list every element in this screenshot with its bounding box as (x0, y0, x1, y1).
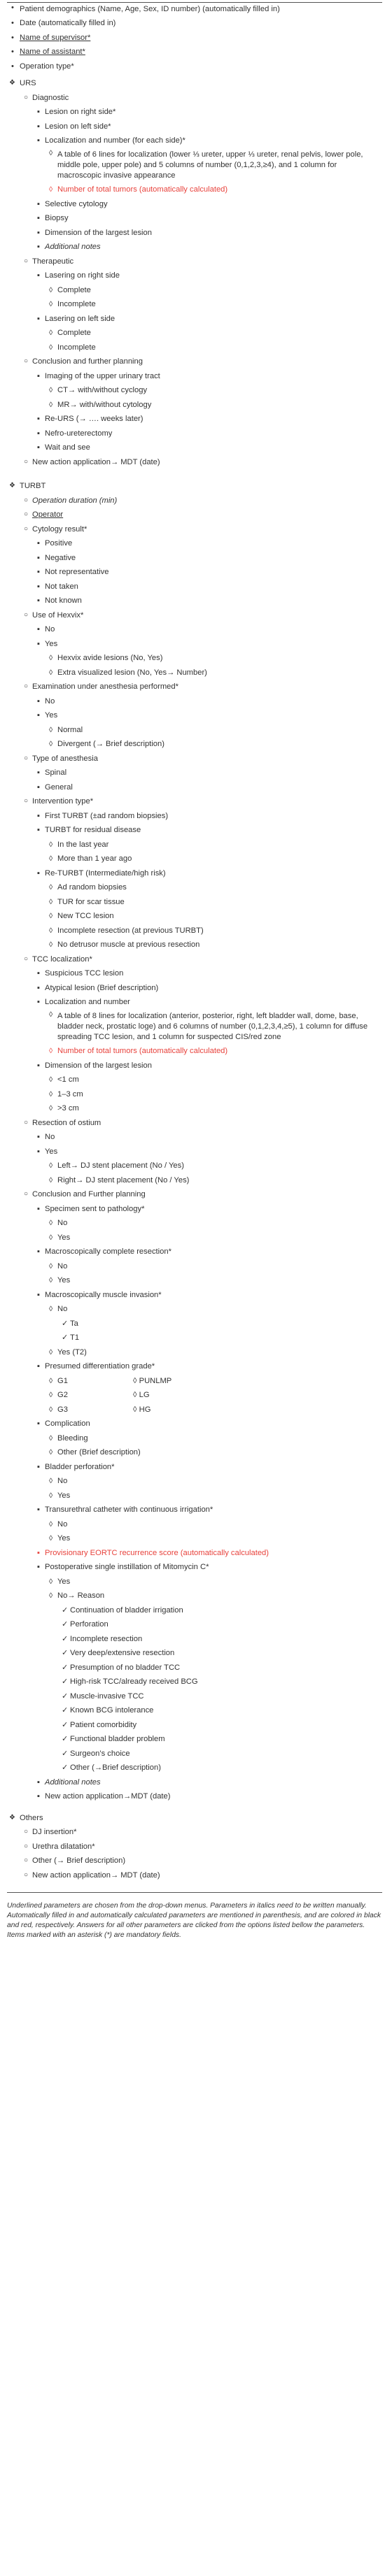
diamond-outline-icon: ◊ (49, 1448, 53, 1457)
option-incomplete[interactable]: ◊ Incomplete (45, 297, 382, 312)
header-fields (7, 3, 382, 73)
option-ta[interactable]: ✓ Ta (57, 1317, 382, 1331)
field-operator[interactable]: ○ Operator (20, 508, 382, 522)
square-bullet-icon: ▪ (37, 199, 40, 208)
circle-icon: ○ (24, 1190, 29, 1198)
option-yes[interactable]: ▪ Yes ◊ Normal ◊ Divergent (→ Brief description) (32, 708, 382, 752)
option-mitomycin: ▪ Postoperative single instillation of Mitomycin C* ◊ Yes ◊ No→ Reason ✓ Continuation of bladder irrigation ✓ Perforation ✓ Incomplete resection ✓ Very deep/extensive resection ✓ Presumption of no bladder TCC ✓ High-risk TCC/already received BCG ✓ Muscle-invasive TCC ✓ Known BCG intolerance ✓ Patient comorbidity ✓ Functional bladder problem ✓ Surgeon’s choice ✓ Other (→Brief description) (32, 1560, 382, 1775)
square-bullet-icon: ▪ (37, 696, 40, 706)
option-yes-t2[interactable]: ◊ Yes (T2) (45, 1345, 382, 1360)
square-bullet-icon: ▪ (37, 582, 40, 591)
checkmark-icon: ✓ (62, 1706, 69, 1715)
square-bullet-icon: ▪ (37, 1777, 40, 1787)
option-complication: ▪ Complication ◊ Bleeding ◊ Other (Brief description) (32, 1417, 382, 1460)
option-size[interactable]: ◊ >3 cm (45, 1101, 382, 1116)
square-bullet-icon: ▪ (37, 443, 40, 452)
diamond-outline-icon: ◊ (49, 940, 53, 950)
urs-localization-table[interactable]: ◊ A table of 6 lines for localization (lower ⅓ ureter, upper ⅓ ureter, renal pelvis, lower pole, middle pole, upper pole) and 5 columns of number (0,1,2,3,≥4), and 1 column for macroscopic invasive appearance (49, 148, 363, 180)
circle-icon: ○ (24, 93, 29, 101)
option-dj-insertion[interactable]: ○ DJ insertion* (20, 1825, 382, 1840)
square-bullet-icon: ▪ (37, 429, 40, 438)
diamond-outline-icon: ◊ (49, 1305, 53, 1314)
option-ct[interactable]: ◊ CT→ with/without cyclogy (45, 383, 382, 398)
diamond-outline-icon: ◊ (49, 1276, 53, 1285)
option-mr[interactable]: ◊ MR→ with/without cytology (45, 398, 382, 413)
option-g3[interactable]: G3 (57, 1405, 68, 1414)
field-assistant[interactable]: • Name of assistant* (7, 45, 382, 59)
circle-icon: ○ (24, 682, 29, 691)
option-biopsy[interactable]: ▪ Biopsy (32, 211, 382, 226)
checkmark-icon: ✓ (62, 1720, 69, 1729)
diamond-outline-icon: ◊ (49, 1347, 53, 1357)
option-yes[interactable]: ◊ Yes (45, 1231, 382, 1245)
urs-new-action[interactable]: ○ New action application→ MDT (date) (20, 455, 382, 470)
bullet-icon: • (11, 3, 14, 12)
circle-icon: ○ (24, 510, 29, 519)
diamond-outline-icon: ◊ (49, 725, 53, 734)
option-suspicious-tcc[interactable]: ▪ Suspicious TCC lesion (32, 966, 382, 981)
checkmark-icon: ✓ (62, 1649, 69, 1658)
section-turbt (7, 479, 382, 1804)
option-re-turbt-reason[interactable]: ◊ New TCC lesion (45, 909, 382, 924)
option-macro-complete: ▪ Macroscopically complete resection* ◊ No ◊ Yes (32, 1245, 382, 1288)
option-urethra-dilatation[interactable]: ○ Urethra dilatation* (20, 1840, 382, 1854)
option-reason[interactable]: ✓ Continuation of bladder irrigation (57, 1603, 382, 1618)
square-bullet-icon: ▪ (37, 1505, 40, 1515)
field-supervisor[interactable]: • Name of supervisor* (7, 31, 382, 45)
square-bullet-icon: ▪ (37, 782, 40, 792)
square-bullet-icon: ▪ (37, 1061, 40, 1070)
option-reason[interactable]: ✓ Other (→Brief description) (57, 1761, 382, 1775)
checkmark-icon: ✓ (62, 1663, 69, 1672)
option-localization-number[interactable]: ▪ Localization and number (for each side)* ◊ A table of 6 lines for localization (lower ⅓ ureter, upper ⅓ ureter, renal pelvis, lower pole, middle pole, upper pole) and 5 columns of number (0,1,2,3,≥4), and 1 column for macroscopic invasive appearance ◊ Number of total tumors (automatically calculated) (32, 134, 382, 197)
square-bullet-icon: ▪ (37, 969, 40, 978)
option-localization-number[interactable]: ▪ Localization and number ◊ A table of 8 lines for localization (anterior, posterior, right, left bladder wall, dome, base, bladder neck, prostatic loge) and 6 columns of number (0,1,2,3,4,≥5), 1 column for diffuse spreading TCC lesion, and 1 column for suspected CIS/red zone ◊ Number of total tumors (automatically calculated) (32, 995, 382, 1059)
option-atypical-lesion[interactable]: ▪ Atypical lesion (Brief description) (32, 981, 382, 996)
bottom-rule (7, 1892, 382, 1893)
square-bullet-icon: ▪ (37, 868, 40, 878)
grade-row (45, 1374, 382, 1389)
diamond-outline-icon: ◊ (49, 343, 53, 352)
square-bullet-icon: ▪ (37, 314, 40, 323)
urs-number-of-tumors: ◊ Number of total tumors (automatically calculated) (45, 183, 382, 197)
diamond-outline-icon: ◊ (49, 740, 53, 749)
field-additional-notes[interactable]: ▪ Additional notes (32, 1775, 382, 1790)
diamond-outline-icon: ◊ (49, 840, 53, 849)
others-new-action[interactable]: ○ New action application→ MDT (date) (20, 1868, 382, 1883)
checkmark-icon: ✓ (62, 1735, 69, 1744)
diamond-outline-icon: ◊ (49, 1534, 53, 1543)
checkmark-icon: ✓ (62, 1677, 69, 1687)
option-first-turbt[interactable]: ▪ First TURBT (±ad random biopsies) (32, 809, 382, 824)
option-punlmp[interactable]: PUNLMP (139, 1376, 172, 1385)
option-no[interactable]: ◊ No (45, 1259, 382, 1274)
option-nefro-ureterectomy[interactable]: ▪ Nefro-ureterectomy (32, 427, 382, 441)
others-heading: ❖ Others ○ DJ insertion* ○ Urethra dilatation* ○ Other (→ Brief description) ○ New action application→ MDT (date) (7, 1811, 382, 1883)
option-hexvix-lesions[interactable]: ◊ Hexvix avide lesions (No, Yes) (45, 651, 382, 666)
checkmark-icon: ✓ (62, 1691, 69, 1701)
option-reason[interactable]: ✓ High-risk TCC/already received BCG (57, 1675, 382, 1689)
square-bullet-icon: ▪ (37, 998, 40, 1007)
option-complete[interactable]: ◊ Complete (45, 326, 382, 341)
diamond-outline-icon: ◊ (49, 400, 53, 409)
square-bullet-icon: ▪ (37, 553, 40, 562)
diamond-outline-icon: ◊ (49, 1491, 53, 1500)
square-bullet-icon: ▪ (37, 214, 40, 223)
diamond-outline-icon: ◊ (49, 1089, 53, 1099)
option-reason[interactable]: ✓ Presumption of no bladder TCC (57, 1661, 382, 1675)
square-bullet-icon: ▪ (37, 983, 40, 992)
diamond-outline-icon: ◊ (49, 654, 53, 663)
option-hg[interactable]: HG (139, 1405, 151, 1414)
option-extra-lesions[interactable]: ◊ Extra visualized lesion (No, Yes→ Number) (45, 666, 382, 680)
bullet-icon: • (11, 48, 14, 57)
turbt-ostium: ○ Resection of ostium ▪ No ▪ Yes ◊ Left→ DJ stent placement (No / Yes) ◊ Right→ DJ stent placement (No / Yes) (20, 1116, 382, 1188)
option-yes[interactable]: ▪ Yes ◊ Hexvix avide lesions (No, Yes) ◊ Extra visualized lesion (No, Yes→ Number) (32, 637, 382, 680)
square-bullet-icon: ▪ (37, 243, 40, 252)
bullet-icon: • (11, 19, 14, 28)
option-more-than-year[interactable]: ◊ More than 1 year ago (45, 852, 382, 866)
square-bullet-icon: ▪ (37, 136, 40, 145)
option-last-year[interactable]: ◊ In the last year (45, 838, 382, 852)
option-reason[interactable]: ✓ Patient comorbidity (57, 1718, 382, 1733)
diamond-outline-icon: ◊ (49, 1161, 53, 1171)
square-bullet-icon: ▪ (37, 1563, 40, 1572)
option-divergent[interactable]: ◊ Divergent (→ Brief description) (45, 737, 382, 752)
option-other[interactable]: ◊ Other (Brief description) (45, 1445, 382, 1460)
section-others (7, 1811, 382, 1883)
tcc-number-of-tumors: ◊ Number of total tumors (automatically calculated) (45, 1044, 382, 1059)
circle-icon: ○ (24, 954, 29, 963)
bullet-icon: • (11, 33, 14, 42)
grade-row (45, 1388, 382, 1403)
option-g1[interactable]: G1 (57, 1376, 68, 1385)
checkmark-icon: ✓ (62, 1333, 69, 1343)
circle-icon: ○ (24, 610, 29, 619)
square-bullet-icon: ▪ (37, 1548, 40, 1557)
option-g2[interactable]: G2 (57, 1391, 68, 1400)
turbt-cytology: ○ Cytology result* ▪ Positive ▪ Negative ▪ Not representative ▪ Not taken ▪ Not known (20, 522, 382, 608)
square-bullet-icon: ▪ (37, 568, 40, 577)
option-reason[interactable]: ✓ Very deep/extensive resection (57, 1646, 382, 1661)
option-yes[interactable]: ◊ Yes (45, 1575, 382, 1589)
diamond-outline-icon: ◊ (49, 883, 53, 892)
checkmark-icon: ✓ (62, 1749, 69, 1758)
field-operation-type[interactable]: • Operation type* (7, 59, 382, 74)
turbt-anesthesia: ○ Type of anesthesia ▪ Spinal ▪ General (20, 752, 382, 795)
diamond-outline-icon: ◊ (49, 1175, 53, 1185)
option-re-turbt-reason[interactable]: ◊ TUR for scar tissue (45, 895, 382, 910)
option-size[interactable]: ◊ <1 cm (45, 1073, 382, 1087)
diamond-outline-icon: ◊ (49, 300, 53, 309)
option-specimen: ▪ Specimen sent to pathology* ◊ No ◊ Yes (32, 1202, 382, 1245)
turbt-examination: ○ Examination under anesthesia performed* ▪ No ▪ Yes ◊ Normal ◊ Divergent (→ Brief description) (20, 680, 382, 752)
circle-icon: ○ (24, 257, 29, 265)
circle-icon: ○ (24, 1118, 29, 1126)
option-lg[interactable]: LG (139, 1391, 150, 1400)
square-bullet-icon: ▪ (37, 415, 40, 424)
checkmark-icon: ✓ (62, 1605, 69, 1615)
square-bullet-icon: ▪ (37, 1462, 40, 1471)
circle-icon: ○ (24, 357, 29, 366)
option-wait-and-see[interactable]: ▪ Wait and see (32, 441, 382, 455)
diamond-outline-icon: ◊ (49, 668, 53, 677)
square-bullet-icon: ▪ (37, 1204, 40, 1213)
diamond-outline-icon: ◊ (133, 1376, 139, 1385)
square-bullet-icon: ▪ (37, 108, 40, 117)
diamond-outline-icon: ◊ (49, 329, 53, 338)
option-no-reason[interactable]: ◊ No→ Reason ✓ Continuation of bladder irrigation ✓ Perforation ✓ Incomplete resection ✓ Very deep/extensive resection ✓ Presumption of no bladder TCC ✓ High-risk TCC/already received BCG ✓ Muscle-invasive TCC ✓ Known BCG intolerance ✓ Patient comorbidity ✓ Functional bladder problem ✓ Surgeon’s choice ✓ Other (→Brief description) (45, 1589, 382, 1775)
turbt-new-action[interactable]: ▪ New action application→MDT (date) (32, 1789, 382, 1804)
square-bullet-icon: ▪ (37, 371, 40, 380)
diamond-outline-icon: ◊ (133, 1391, 139, 1400)
option-re-turbt-reason[interactable]: ◊ Incomplete resection (at previous TURBT) (45, 924, 382, 938)
option-perforation: ▪ Bladder perforation* ◊ No ◊ Yes (32, 1460, 382, 1503)
turbt-hexvix: ○ Use of Hexvix* ▪ No ▪ Yes ◊ Hexvix avide lesions (No, Yes) ◊ Extra visualized lesion (No, Yes→ Number) (20, 608, 382, 680)
circle-icon: ○ (24, 457, 29, 466)
option-selective-cytology[interactable]: ▪ Selective cytology (32, 197, 382, 212)
diamond-outline-icon: ◊ (49, 1010, 53, 1019)
diamond-outline-icon: ◊ (49, 1219, 53, 1228)
field-date: • Date (automatically filled in) (7, 16, 382, 31)
diamond-outline-icon: ◊ (49, 185, 53, 194)
option-size[interactable]: ◊ 1–3 cm (45, 1087, 382, 1102)
diamond-outline-icon: ◊ (49, 1075, 53, 1085)
diamond-outline-icon: ◊ (49, 1591, 53, 1601)
option-no[interactable]: ◊ No (45, 1474, 382, 1489)
square-bullet-icon: ▪ (37, 539, 40, 548)
diamond-outline-icon: ◊ (49, 285, 53, 294)
square-bullet-icon: ▪ (37, 122, 40, 131)
field-patient-demographics: • Patient demographics (Name, Age, Sex, ID number) (automatically filled in) (11, 3, 280, 13)
option-grade: ▪ Presumed differentiation grade* ◊ G1 ◊ PUNLMP ◊ G2 ◊ LG ◊ G3 ◊ HG (32, 1359, 382, 1417)
diamond-outline-icon: ◊ (49, 148, 53, 157)
option-no[interactable]: ◊ No (45, 1517, 382, 1532)
field-additional-notes[interactable]: ▪ Additional notes (32, 240, 382, 255)
circle-icon: ○ (24, 797, 29, 806)
urs-heading: ❖ URS ○ Diagnostic ▪ Lesion on right side* ▪ Lesion on left side* ▪ Localization and number (for each side)* ◊ A table of 6 lines for localization (lower ⅓ ureter, upper ⅓ ureter, renal pelvis, lower pole, middle pole, upper pole) and 5 columns of number (0,1,2,3,≥4), and 1 column for macroscopic invasive appearance ◊ Number of total tumors (automatically calculated) ▪ Selective cytology ▪ Biopsy ▪ Dimension of the largest lesion ▪ Additional notes ○ Therapeutic ▪ Lasering on right side ◊ Complete ◊ Incomplete ▪ Lasering on left side ◊ Complete ◊ Incomplete ○ Conclusion and further planning ▪ Imaging of the upper urinary tract ◊ CT→ with/without cyclogy ◊ MR→ with/without cytology ▪ Re-URS (→ …. weeks later) ▪ Nefro-ureterectomy ▪ Wait and see ○ New action application→ MDT (date) (7, 76, 382, 469)
option-reason[interactable]: ✓ Perforation (57, 1617, 382, 1632)
diamond-outline-icon: ◊ (49, 1477, 53, 1486)
option-left-dj[interactable]: ◊ Left→ DJ stent placement (No / Yes) (45, 1159, 382, 1173)
square-bullet-icon: ▪ (37, 639, 40, 648)
option-spinal[interactable]: ▪ Spinal (32, 766, 382, 780)
circle-icon: ○ (24, 1842, 29, 1850)
option-cytology[interactable]: ▪ Not known (32, 594, 382, 608)
option-yes[interactable]: ▪ Yes ◊ Left→ DJ stent placement (No / Yes) ◊ Right→ DJ stent placement (No / Yes) (32, 1145, 382, 1188)
option-other[interactable]: ○ Other (→ Brief description) (20, 1854, 382, 1868)
option-no[interactable]: ▪ No (32, 694, 382, 709)
diamond-outline-icon: ◊ (49, 1405, 53, 1414)
option-t1[interactable]: ✓ T1 (57, 1331, 382, 1345)
option-re-turbt[interactable]: ▪ Re-TURBT (Intermediate/high risk) ◊ Ad random biopsies ◊ TUR for scar tissue ◊ New TCC lesion ◊ Incomplete resection (at previous TURBT) ◊ No detrusor muscle at previous resection (32, 866, 382, 952)
square-bullet-icon: ▪ (37, 271, 40, 280)
checkmark-icon: ✓ (62, 1620, 69, 1629)
option-lasering-right[interactable]: ▪ Lasering on right side ◊ Complete ◊ Incomplete (32, 269, 382, 312)
square-bullet-icon: ▪ (37, 826, 40, 835)
diamond-outline-icon: ◊ (49, 854, 53, 864)
option-dimension[interactable]: ▪ Dimension of the largest lesion (32, 226, 382, 241)
field-operation-duration[interactable]: ○ Operation duration (min) (20, 494, 382, 508)
option-re-turbt-reason[interactable]: ◊ No detrusor muscle at previous resection (45, 938, 382, 952)
option-right-dj[interactable]: ◊ Right→ DJ stent placement (No / Yes) (45, 1173, 382, 1188)
circle-icon: ○ (24, 1870, 29, 1879)
option-reason[interactable]: ✓ Incomplete resection (57, 1632, 382, 1647)
option-macro-muscle: ▪ Macroscopically muscle invasion* ◊ No ✓ Ta ✓ T1 ◊ Yes (T2) (32, 1288, 382, 1360)
option-reason[interactable]: ✓ Known BCG intolerance (57, 1703, 382, 1718)
square-bullet-icon: ▪ (37, 1247, 40, 1257)
option-general[interactable]: ▪ General (32, 780, 382, 795)
checkmark-icon: ✓ (62, 1634, 69, 1643)
diamond-outline-icon: ◊ (49, 897, 53, 906)
circle-icon: ○ (24, 1828, 29, 1836)
option-yes[interactable]: ◊ Yes (45, 1531, 382, 1546)
checkmark-icon: ✓ (62, 1763, 69, 1773)
square-bullet-icon: ▪ (37, 1792, 40, 1801)
urs-therapeutic: ○ Therapeutic ▪ Lasering on right side ◊ Complete ◊ Incomplete ▪ Lasering on left side ◊ Complete ◊ Incomplete (20, 255, 382, 355)
turbt-heading: ❖ TURBT ○ Operation duration (min) ○ Operator ○ Cytology result* ▪ Positive ▪ Negative ▪ Not representative ▪ Not taken ▪ Not known ○ Use of Hexvix* ▪ No ▪ Yes ◊ Hexvix avide lesions (No, Yes) ◊ Extra visualized lesion (No, Yes→ Number) ○ Examination under anesthesia performed* ▪ No ▪ Yes ◊ Normal ◊ Divergent (→ Brief description) ○ Type of anesthesia ▪ Spinal ▪ General ○ Intervention type* ▪ First TURBT (±ad random biopsies) ▪ TURBT for residual disease ◊ In the last year ◊ More than 1 year ago ▪ Re-TURBT (Intermediate/high risk) ◊ Ad random biopsies ◊ TUR for scar tissue ◊ New TCC lesion ◊ Incomplete resection (at previous TURBT) ◊ No detrusor muscle at previous resection ○ TCC localization* ▪ Suspicious TCC lesion ▪ Atypical lesion (Brief description) ▪ Localization and number ◊ A table of 8 lines for localization (anterior, posterior, right, left bladder wall, dome, base, bladder neck, prostatic loge) and 6 columns of number (0,1,2,3,4,≥5), 1 column for diffuse spreading TCC lesion, and 1 column for suspected CIS/red zone ◊ Number of total tumors (automatically calculated) ▪ Dimension of the largest lesion ◊ <1 cm ◊ 1–3 cm ◊ >3 cm ○ Resection of ostium ▪ No ▪ Yes ◊ Left→ DJ stent placement (No / Yes) ◊ Right→ DJ stent placement (No / Yes) ○ Conclusion and Further planning ▪ Specimen sent to pathology* ◊ No ◊ Yes ▪ Macroscopically complete resection* ◊ No ◊ Yes ▪ Macroscopically muscle invasion* ◊ No ✓ Ta ✓ T1 ◊ Yes (T2) ▪ Presumed differentiation grade* ◊ G1 ◊ PUNLMP ◊ G2 ◊ LG ◊ G3 ◊ HG ▪ Complication ◊ Bleeding ◊ Other (Brief description) ▪ Bladder perforation* ◊ No ◊ Yes ▪ Transurethral catheter with continuous irrigation* ◊ No ◊ Yes ▪ Provisionary EORTC recurrence score (automatically calculated) ▪ Postoperative single instillation of Mitomycin C* ◊ Yes ◊ No→ Reason ✓ Continuation of bladder irrigation ✓ Perforation ✓ Incomplete resection ✓ Very deep/extensive resection ✓ Presumption of no bladder TCC ✓ High-risk TCC/already received BCG ✓ Muscle-invasive TCC ✓ Known BCG intolerance ✓ Patient comorbidity ✓ Functional bladder problem ✓ Surgeon’s choice ✓ Other (→Brief description) ▪ Additional notes ▪ New action application→MDT (date) (7, 479, 382, 1804)
diamond-outline-icon: ◊ (49, 1519, 53, 1529)
option-complete[interactable]: ◊ Complete (45, 283, 382, 298)
section-urs (7, 76, 382, 469)
option-yes[interactable]: ◊ Yes (45, 1489, 382, 1503)
square-bullet-icon: ▪ (37, 1147, 40, 1156)
square-bullet-icon: ▪ (37, 1362, 40, 1371)
option-bleeding[interactable]: ◊ Bleeding (45, 1431, 382, 1446)
circle-icon: ○ (24, 754, 29, 762)
turbt-tcc-localization: ○ TCC localization* ▪ Suspicious TCC lesion ▪ Atypical lesion (Brief description) ▪ Localization and number ◊ A table of 8 lines for localization (anterior, posterior, right, left bladder wall, dome, base, bladder neck, prostatic loge) and 6 columns of number (0,1,2,3,4,≥5), 1 column for diffuse spreading TCC lesion, and 1 column for suspected CIS/red zone ◊ Number of total tumors (automatically calculated) ▪ Dimension of the largest lesion ◊ <1 cm ◊ 1–3 cm ◊ >3 cm (20, 952, 382, 1116)
option-no[interactable]: ◊ No ✓ Ta ✓ T1 (45, 1302, 382, 1345)
circle-icon: ○ (24, 496, 29, 504)
diamond-icon: ❖ (9, 1813, 15, 1822)
square-bullet-icon: ▪ (37, 811, 40, 820)
option-reason[interactable]: ✓ Surgeon’s choice (57, 1747, 382, 1761)
tcc-localization-table[interactable]: ◊ A table of 8 lines for localization (anterior, posterior, right, left bladder wall, dome, base, bladder neck, prostatic loge) and 6 columns of number (0,1,2,3,4,≥5), 1 column for diffuse spreading TCC lesion, and 1 column for suspected CIS/red zone (49, 1010, 368, 1042)
grade-row (45, 1403, 382, 1417)
circle-icon: ○ (24, 524, 29, 533)
option-incomplete[interactable]: ◊ Incomplete (45, 341, 382, 355)
option-cytology[interactable]: ▪ Positive (32, 536, 382, 551)
square-bullet-icon: ▪ (37, 768, 40, 778)
checkmark-icon: ✓ (62, 1319, 69, 1328)
diamond-outline-icon: ◊ (49, 1104, 53, 1113)
eortc-score: ▪ Provisionary EORTC recurrence score (automatically calculated) (32, 1546, 382, 1561)
option-cytology[interactable]: ▪ Not representative (32, 565, 382, 580)
option-lasering-left[interactable]: ▪ Lasering on left side ◊ Complete ◊ Incomplete (32, 312, 382, 355)
diamond-outline-icon: ◊ (49, 926, 53, 935)
option-dimension[interactable]: ▪ Dimension of the largest lesion ◊ <1 cm ◊ 1–3 cm ◊ >3 cm (32, 1059, 382, 1116)
diamond-outline-icon: ◊ (49, 1233, 53, 1242)
option-lesion-left[interactable]: ▪ Lesion on left side* (32, 120, 382, 134)
footnote: Underlined parameters are chosen from the drop-down menus. Parameters in italics need to be written manually. Automatically filled in and automatically calculated parameters are mentioned in parenthesis, and are colored in black and red, respectively. Answers for all other parameters are clicked from the options listed bellow the parameters. Items marked with an asterisk (*) are mandatory fields. (7, 1902, 382, 1940)
square-bullet-icon: ▪ (37, 711, 40, 720)
urs-diagnostic: ○ Diagnostic ▪ Lesion on right side* ▪ Lesion on left side* ▪ Localization and number (for each side)* ◊ A table of 6 lines for localization (lower ⅓ ureter, upper ⅓ ureter, renal pelvis, lower pole, middle pole, upper pole) and 5 columns of number (0,1,2,3,≥4), and 1 column for macroscopic invasive appearance ◊ Number of total tumors (automatically calculated) ▪ Selective cytology ▪ Biopsy ▪ Dimension of the largest lesion ▪ Additional notes (20, 91, 382, 255)
urs-conclusion: ○ Conclusion and further planning ▪ Imaging of the upper urinary tract ◊ CT→ with/without cyclogy ◊ MR→ with/without cytology ▪ Re-URS (→ …. weeks later) ▪ Nefro-ureterectomy ▪ Wait and see (20, 355, 382, 455)
option-lesion-right[interactable]: ▪ Lesion on right side* (32, 105, 382, 120)
square-bullet-icon: ▪ (37, 596, 40, 606)
diamond-outline-icon: ◊ (49, 1047, 53, 1056)
square-bullet-icon: ▪ (37, 228, 40, 237)
option-cytology[interactable]: ▪ Negative (32, 551, 382, 566)
diamond-outline-icon: ◊ (49, 1261, 53, 1271)
square-bullet-icon: ▪ (37, 1133, 40, 1142)
option-normal[interactable]: ◊ Normal (45, 723, 382, 738)
option-yes[interactable]: ◊ Yes (45, 1273, 382, 1288)
option-residual-disease[interactable]: ▪ TURBT for residual disease ◊ In the last year ◊ More than 1 year ago (32, 823, 382, 866)
option-no[interactable]: ▪ No (32, 622, 382, 637)
option-reason[interactable]: ✓ Muscle-invasive TCC (57, 1689, 382, 1704)
option-imaging[interactable]: ▪ Imaging of the upper urinary tract ◊ CT→ with/without cyclogy ◊ MR→ with/without cytology (32, 369, 382, 413)
option-catheter: ▪ Transurethral catheter with continuous irrigation* ◊ No ◊ Yes (32, 1503, 382, 1546)
diamond-outline-icon: ◊ (133, 1405, 139, 1414)
option-no[interactable]: ▪ No (32, 1130, 382, 1145)
circle-icon: ○ (24, 1856, 29, 1865)
option-re-urs[interactable]: ▪ Re-URS (→ …. weeks later) (32, 412, 382, 427)
bullet-icon: • (11, 62, 14, 71)
turbt-intervention: ○ Intervention type* ▪ First TURBT (±ad random biopsies) ▪ TURBT for residual disease ◊ In the last year ◊ More than 1 year ago ▪ Re-TURBT (Intermediate/high risk) ◊ Ad random biopsies ◊ TUR for scar tissue ◊ New TCC lesion ◊ Incomplete resection (at previous TURBT) ◊ No detrusor muscle at previous resection (20, 794, 382, 952)
diamond-outline-icon: ◊ (49, 1376, 53, 1385)
option-cytology[interactable]: ▪ Not taken (32, 580, 382, 594)
option-reason[interactable]: ✓ Functional bladder problem (57, 1732, 382, 1747)
diamond-icon: ❖ (9, 482, 15, 490)
option-re-turbt-reason[interactable]: ◊ Ad random biopsies (45, 880, 382, 895)
diamond-outline-icon: ◊ (49, 1433, 53, 1443)
diamond-outline-icon: ◊ (49, 386, 53, 395)
diamond-outline-icon: ◊ (49, 1577, 53, 1586)
option-no[interactable]: ◊ No (45, 1216, 382, 1231)
diamond-icon: ❖ (9, 79, 15, 87)
square-bullet-icon: ▪ (37, 1419, 40, 1429)
diamond-outline-icon: ◊ (49, 912, 53, 921)
turbt-conclusion: ○ Conclusion and Further planning ▪ Specimen sent to pathology* ◊ No ◊ Yes ▪ Macroscopically complete resection* ◊ No ◊ Yes ▪ Macroscopically muscle invasion* ◊ No ✓ Ta ✓ T1 ◊ Yes (T2) ▪ Presumed differentiation grade* ◊ G1 ◊ PUNLMP ◊ G2 ◊ LG ◊ G3 ◊ HG ▪ Complication ◊ Bleeding ◊ Other (Brief description) ▪ Bladder perforation* ◊ No ◊ Yes ▪ Transurethral catheter with continuous irrigation* ◊ No ◊ Yes ▪ Provisionary EORTC recurrence score (automatically calculated) ▪ Postoperative single instillation of Mitomycin C* ◊ Yes ◊ No→ Reason ✓ Continuation of bladder irrigation ✓ Perforation ✓ Incomplete resection ✓ Very deep/extensive resection ✓ Presumption of no bladder TCC ✓ High-risk TCC/already received BCG ✓ Muscle-invasive TCC ✓ Known BCG intolerance ✓ Patient comorbidity ✓ Functional bladder problem ✓ Surgeon’s choice ✓ Other (→Brief description) ▪ Additional notes ▪ New action application→MDT (date) (20, 1187, 382, 1804)
diamond-outline-icon: ◊ (49, 1391, 53, 1400)
square-bullet-icon: ▪ (37, 1290, 40, 1299)
square-bullet-icon: ▪ (37, 625, 40, 634)
